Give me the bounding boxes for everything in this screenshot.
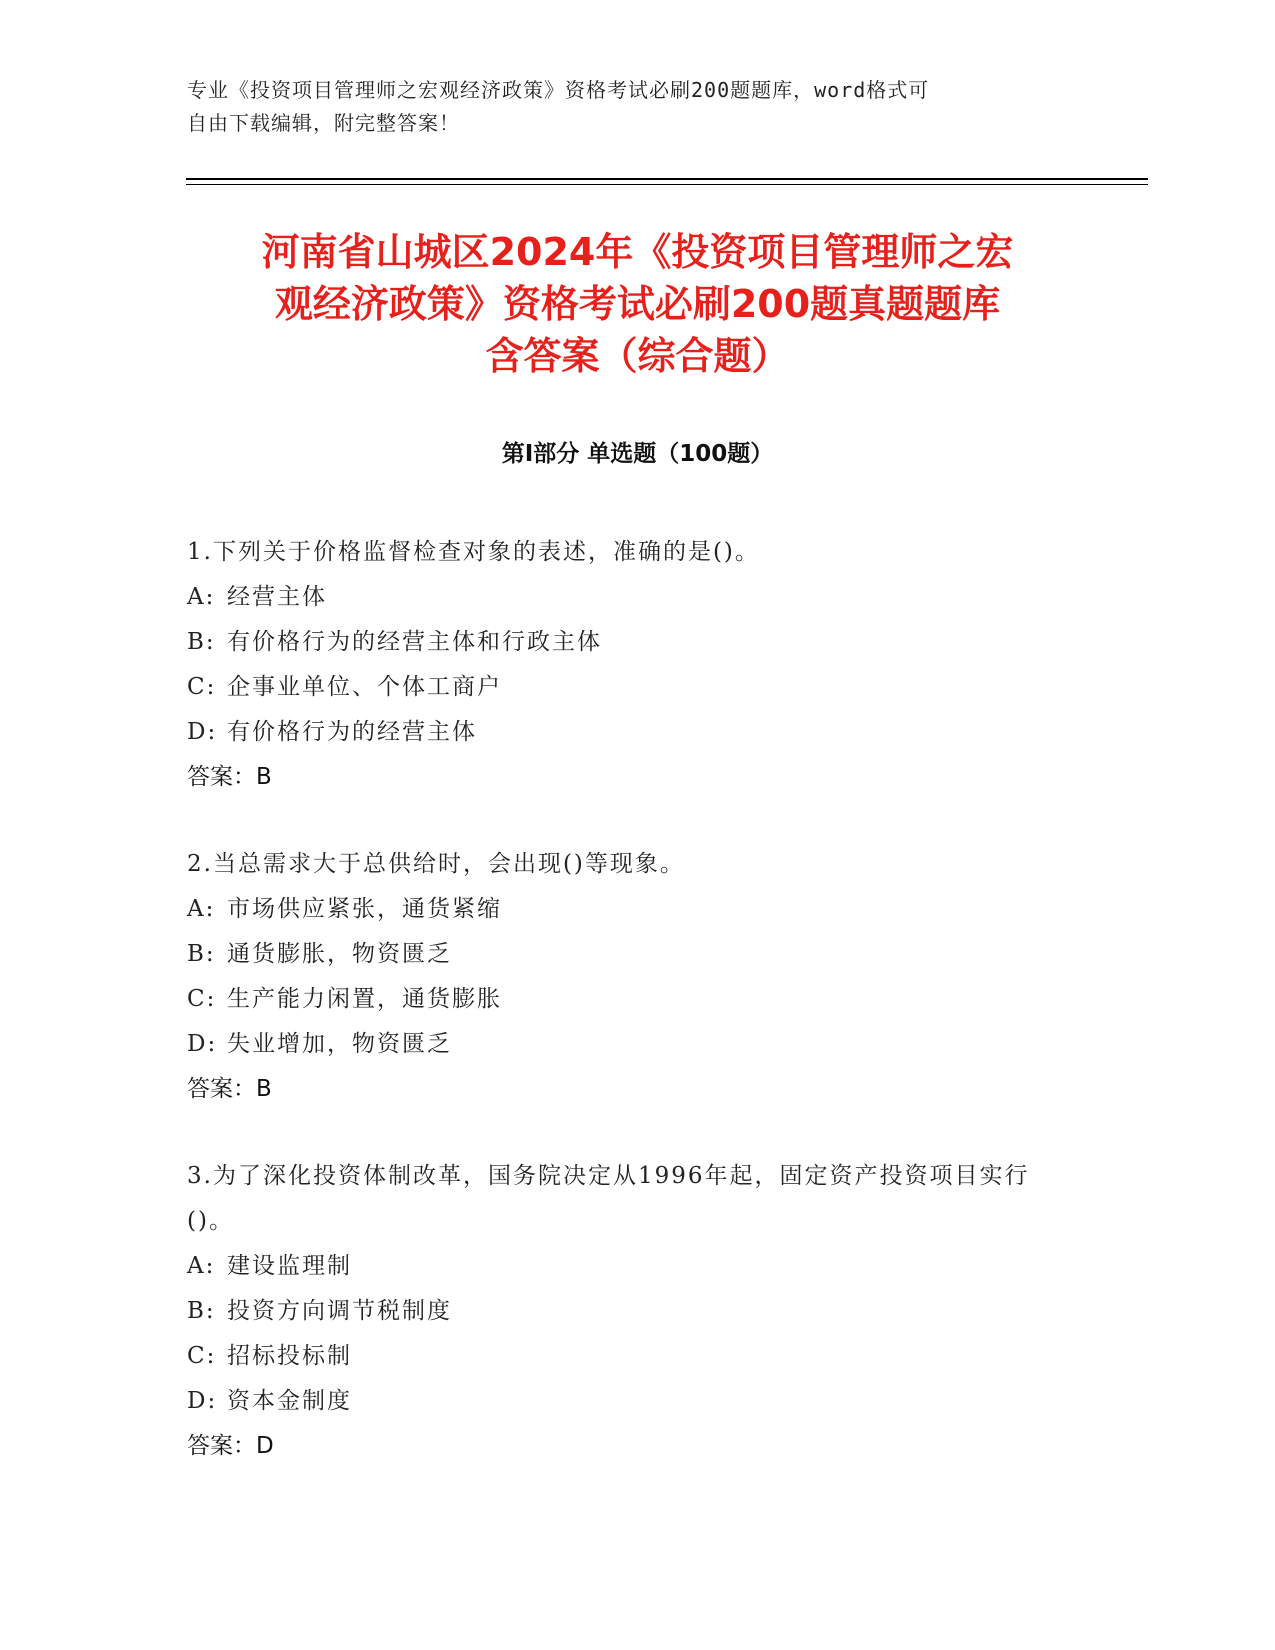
option-key: D: xyxy=(187,1031,218,1057)
option-key: A: xyxy=(187,584,216,610)
question-stem: 1.下列关于价格监督检查对象的表述，准确的是()。 xyxy=(187,539,760,565)
header-divider-thick xyxy=(186,178,1148,180)
question-stem: 2.当总需求大于总供给时，会出现()等现象。 xyxy=(187,851,685,877)
header-note-line-2: 自由下载编辑，附完整答案！ xyxy=(187,111,460,135)
option-b xyxy=(187,932,1067,977)
document-title xyxy=(160,226,1115,382)
option-key: A: xyxy=(187,1253,216,1279)
option-c xyxy=(187,1334,1067,1379)
option-b xyxy=(187,620,1067,665)
option-c xyxy=(187,665,1067,710)
option-key: D: xyxy=(187,719,218,745)
option-key: B: xyxy=(187,941,216,967)
option-key: C: xyxy=(187,1343,217,1369)
answer: 答案：B xyxy=(187,1076,272,1102)
answer: 答案：D xyxy=(187,1433,274,1459)
option-text: 建设监理制 xyxy=(227,1253,352,1279)
header-note xyxy=(187,74,1067,140)
option-text: 有价格行为的经营主体和行政主体 xyxy=(227,629,602,655)
option-text: 投资方向调节税制度 xyxy=(227,1298,452,1324)
option-key: C: xyxy=(187,986,217,1012)
option-d xyxy=(187,710,1067,755)
header-divider-thin xyxy=(186,184,1148,185)
option-key: B: xyxy=(187,1298,216,1324)
question-stem: 3.为了深化投资体制改革，国务院决定从1996年起，固定资产投资项目实行()。 xyxy=(187,1163,1030,1234)
answer: 答案：B xyxy=(187,764,272,790)
document-title-line-3: 含答案（综合题） xyxy=(485,334,790,378)
option-text: 招标投标制 xyxy=(227,1343,352,1369)
option-c xyxy=(187,977,1067,1022)
option-key: B: xyxy=(187,629,216,655)
option-b xyxy=(187,1289,1067,1334)
option-a xyxy=(187,575,1067,620)
question-list xyxy=(187,530,1067,1511)
option-text: 通货膨胀，物资匮乏 xyxy=(227,941,452,967)
question-1 xyxy=(187,530,1067,800)
option-d xyxy=(187,1379,1067,1424)
option-d xyxy=(187,1022,1067,1067)
document-title-line-2: 观经济政策》资格考试必刷200题真题题库 xyxy=(274,282,1001,326)
option-text: 生产能力闲置，通货膨胀 xyxy=(227,986,502,1012)
option-text: 经营主体 xyxy=(227,584,327,610)
option-text: 企事业单位、个体工商户 xyxy=(227,674,502,700)
header-note-line-1: 专业《投资项目管理师之宏观经济政策》资格考试必刷200题题库，word格式可 xyxy=(187,78,930,102)
option-a xyxy=(187,887,1067,932)
document-title-line-1: 河南省山城区2024年《投资项目管理师之宏 xyxy=(261,230,1014,274)
question-3 xyxy=(187,1154,1067,1469)
section-heading: 第Ⅰ部分 单选题（100题） xyxy=(501,441,774,467)
option-a xyxy=(187,1244,1067,1289)
option-text: 资本金制度 xyxy=(227,1388,352,1414)
option-key: D: xyxy=(187,1388,218,1414)
option-text: 有价格行为的经营主体 xyxy=(227,719,477,745)
option-text: 失业增加，物资匮乏 xyxy=(227,1031,452,1057)
option-text: 市场供应紧张，通货紧缩 xyxy=(227,896,502,922)
question-2 xyxy=(187,842,1067,1112)
option-key: A: xyxy=(187,896,216,922)
option-key: C: xyxy=(187,674,217,700)
